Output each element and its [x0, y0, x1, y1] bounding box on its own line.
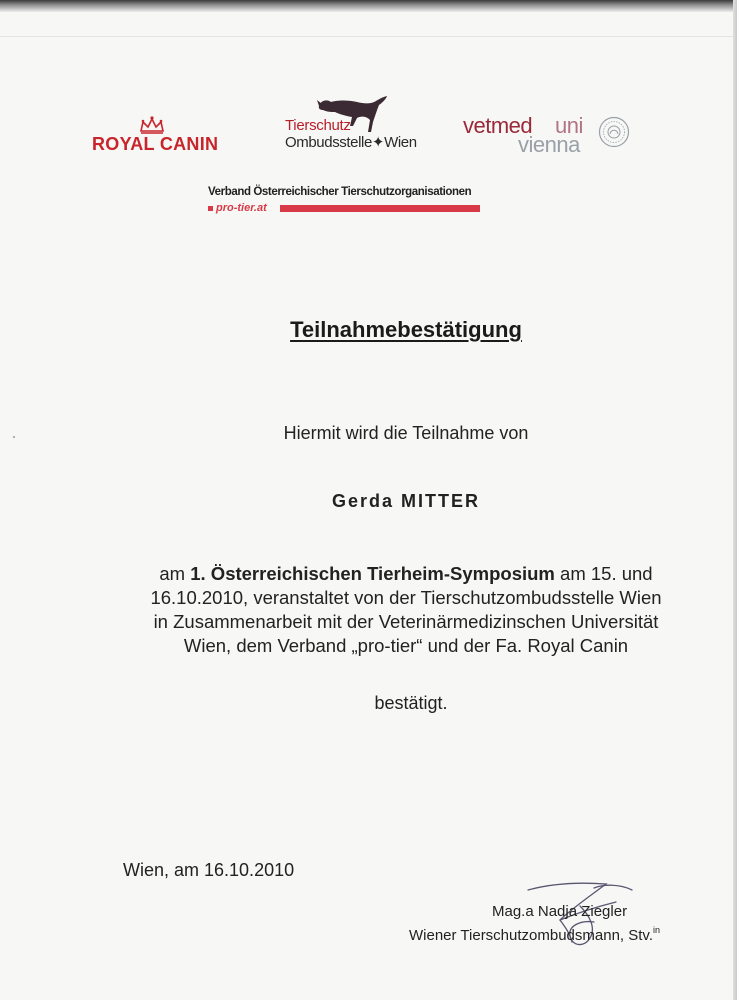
- pro-tier-square-icon: [208, 206, 213, 211]
- recipient-name: Gerda MITTER: [331, 491, 480, 511]
- tierschutz-ombudsstelle-logo: [283, 96, 423, 156]
- university-seal-icon: [598, 116, 630, 148]
- handwritten-signature: [520, 876, 640, 966]
- event-line-1-post: am 15. und: [554, 563, 653, 584]
- signer-role-text: Wiener Tierschutzombudsmann, Stv.: [409, 927, 653, 944]
- vienna-wordmark: vienna: [518, 132, 580, 157]
- scan-top-edge: [0, 0, 737, 12]
- royal-canin-wordmark: ROYAL CANIN: [92, 134, 219, 154]
- signer-role: [409, 925, 660, 944]
- event-line-1-pre: am: [159, 563, 191, 584]
- scan-fold-line: [0, 36, 737, 37]
- royal-canin-logo: [92, 116, 217, 156]
- event-line-1: [100, 562, 712, 586]
- pro-tier-bar: [280, 205, 480, 212]
- uni-wordmark: uni: [555, 113, 583, 138]
- verband-name: Verband Österreichischer Tierschutzorganisationen: [208, 186, 472, 198]
- place-and-date: Wien, am 16.10.2010: [123, 860, 295, 880]
- vetmed-wordmark: vetmed: [463, 113, 533, 138]
- crown-icon: [137, 116, 167, 134]
- pro-tier-logo: [206, 186, 480, 218]
- vetmeduni-vienna-logo: [463, 113, 633, 155]
- event-line-3: in Zusammenarbeit mit der Veterinärmedizinschen Universität: [153, 611, 659, 632]
- ombudsstelle-wordmark: Ombudsstelle✦Wien: [285, 134, 417, 151]
- certificate-title: Teilnahmebestätigung: [290, 317, 522, 342]
- tierschutz-wordmark: Tierschutz: [285, 117, 351, 134]
- event-line-4: Wien, dem Verband „pro-tier“ und der Fa. Royal Canin: [183, 635, 629, 656]
- event-line-2: 16.10.2010, veranstaltet von der Tierschutzombudsstelle Wien: [150, 587, 662, 608]
- intro-line: Hiermit wird die Teilnahme von: [283, 423, 529, 443]
- confirmation-word: bestätigt.: [374, 693, 448, 713]
- event-name: 1. Österreichischen Tierheim-Symposium: [190, 563, 555, 584]
- event-description: [100, 562, 712, 658]
- signer-role-suffix: in: [652, 925, 660, 935]
- signer-name: Mag.a Nadja Ziegler: [492, 903, 628, 920]
- pro-tier-url: pro-tier.at: [216, 202, 267, 214]
